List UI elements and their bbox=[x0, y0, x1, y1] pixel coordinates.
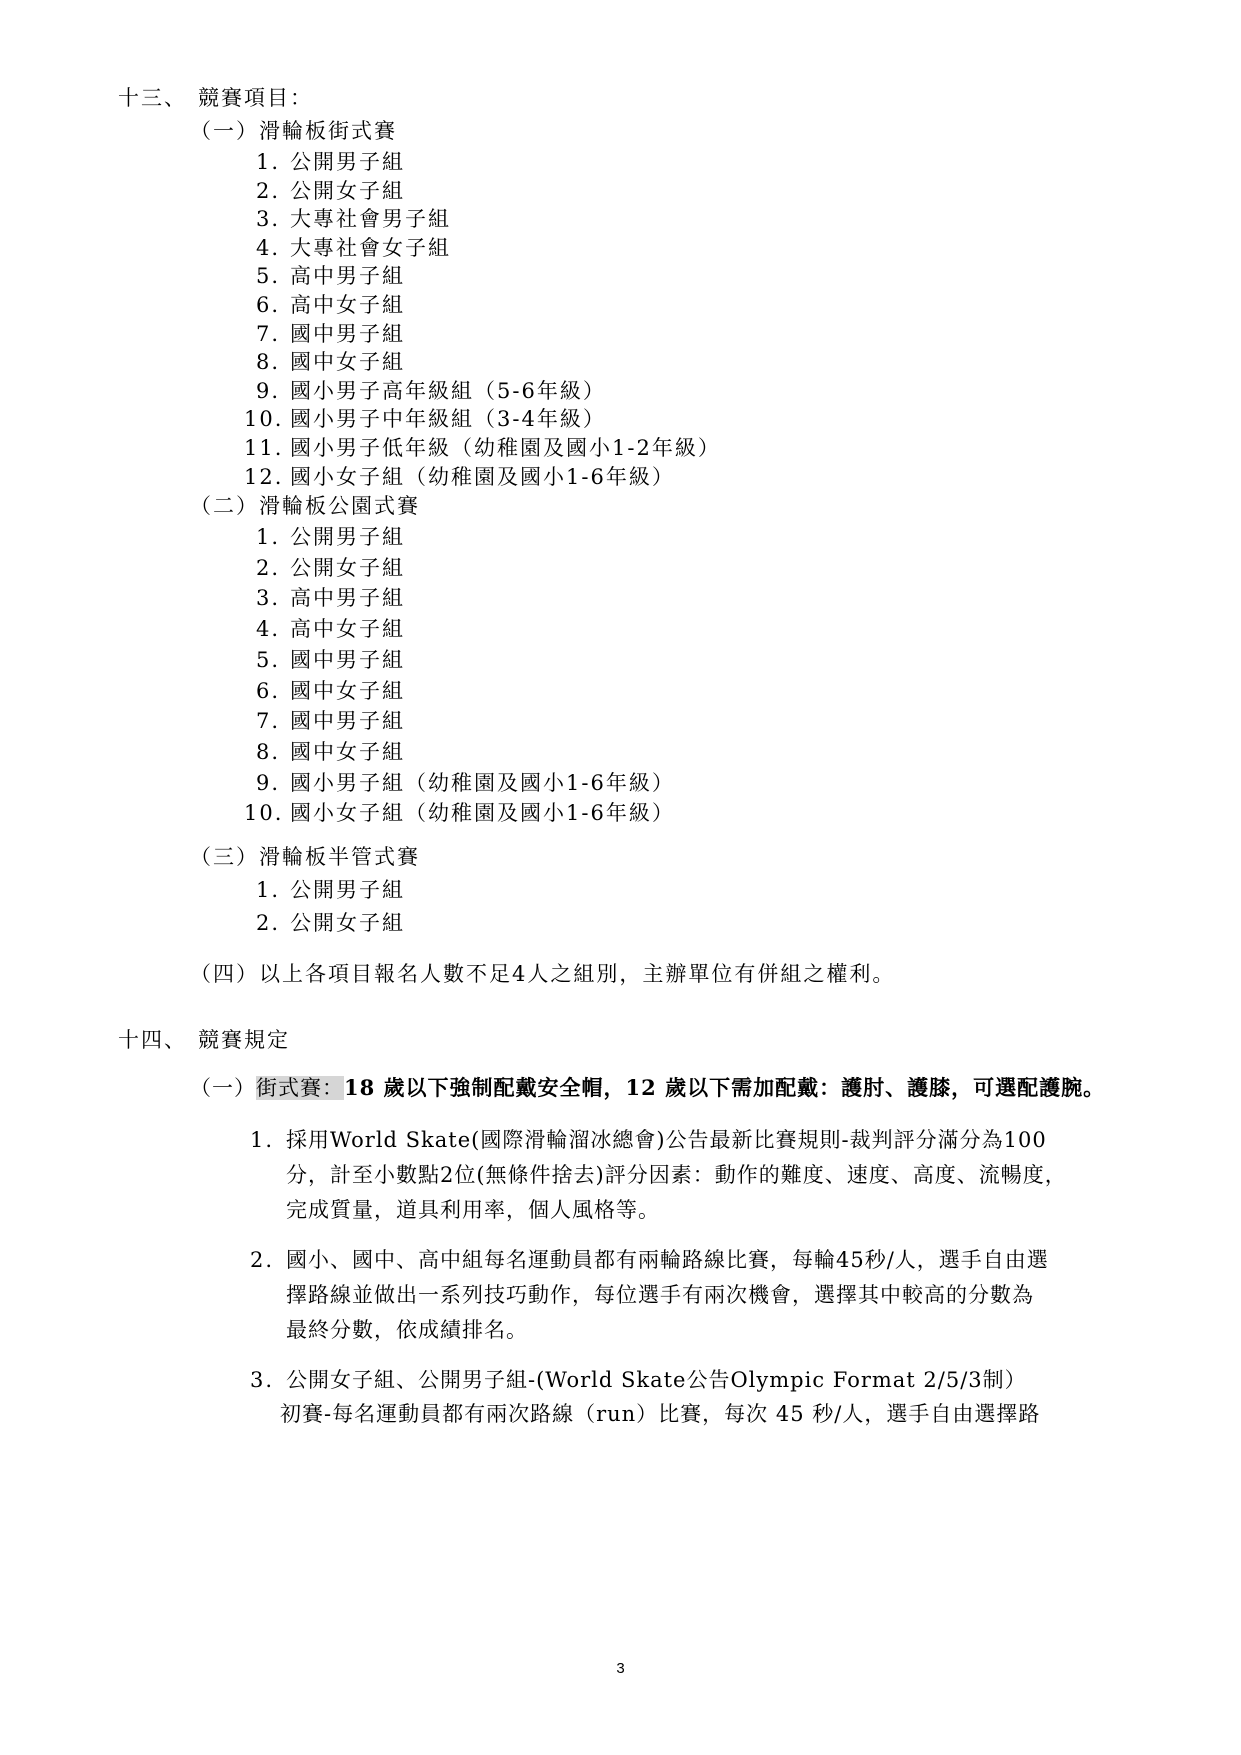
list-item-number: 10. bbox=[244, 801, 284, 826]
street-category-item-11 bbox=[244, 434, 721, 462]
park-category-item-6 bbox=[244, 677, 405, 705]
list-item-number: 1. bbox=[255, 150, 280, 174]
list-item-number: 5. bbox=[255, 647, 280, 672]
street-category-item-10 bbox=[244, 405, 606, 433]
list-item-label: 高中男子組 bbox=[290, 586, 405, 611]
subsection-park-title: （二）滑輪板公園式賽 bbox=[190, 494, 420, 518]
rule-1-line-1: 採用World Skate(國際滑輪溜冰總會)公告最新比賽規則-裁判評分滿分為100 bbox=[286, 1128, 1047, 1152]
list-item-number: 3. bbox=[255, 586, 280, 611]
list-item-number: 6. bbox=[255, 293, 280, 317]
halfpipe-category-item-2 bbox=[244, 909, 405, 937]
list-item-label: 國中男子組 bbox=[290, 647, 405, 672]
rule-3-line-1: 公開女子組、公開男子組-(World Skate公告Olympic Format 2/5/3制） bbox=[286, 1368, 1027, 1392]
list-item-number: 2. bbox=[255, 178, 280, 203]
list-item-label: 高中女子組 bbox=[290, 617, 405, 642]
list-item-number: 1. bbox=[255, 878, 280, 902]
park-category-item-8 bbox=[244, 738, 405, 766]
list-item-label: 公開男子組 bbox=[290, 150, 405, 174]
list-item-number: 11. bbox=[244, 436, 284, 460]
section-13-heading bbox=[118, 84, 313, 112]
list-item-label: 國小男子中年級組（3-4年級） bbox=[290, 407, 606, 432]
rule-1-number: 1. bbox=[250, 1128, 275, 1152]
list-item-label: 公開女子組 bbox=[290, 178, 405, 203]
rule-2-line-2: 擇路線並做出一系列技巧動作，每位選手有兩次機會，選擇其中較高的分數為 bbox=[286, 1283, 1034, 1307]
list-item-label: 國中男子組 bbox=[290, 321, 405, 346]
street-category-item-4 bbox=[244, 234, 451, 262]
halfpipe-category-item-1 bbox=[244, 876, 405, 904]
rule-3-number: 3. bbox=[250, 1368, 275, 1392]
street-category-item-8 bbox=[244, 348, 405, 376]
street-category-item-9 bbox=[244, 377, 606, 405]
list-item-number: 9. bbox=[255, 770, 280, 795]
list-item-number: 3. bbox=[255, 207, 280, 232]
list-item-number: 4. bbox=[255, 617, 280, 642]
list-item-number: 6. bbox=[255, 678, 280, 703]
rule-2-number: 2. bbox=[250, 1248, 275, 1272]
section-13-title: 競賽項目： bbox=[198, 86, 313, 110]
list-item-label: 公開男子組 bbox=[290, 525, 405, 549]
list-item-number: 2. bbox=[255, 911, 280, 935]
safety-rule-prefix: （一） bbox=[190, 1076, 256, 1100]
list-item-number: 10. bbox=[244, 407, 284, 432]
list-item-number: 1. bbox=[255, 525, 280, 549]
street-category-item-7 bbox=[244, 320, 405, 348]
safety-rule-text: 18 歲以下強制配戴安全帽，12 歲以下需加配戴：護肘、護膝，可選配護腕。 bbox=[344, 1075, 1106, 1100]
list-item-number: 9. bbox=[255, 378, 280, 403]
list-item-label: 公開男子組 bbox=[290, 878, 405, 902]
rule-3-line-2: 初賽-每名運動員都有兩次路線（run）比賽，每次 45 秒/人，選手自由選擇路 bbox=[280, 1402, 1041, 1426]
park-category-item-10 bbox=[244, 799, 675, 827]
street-category-item-5 bbox=[244, 262, 405, 290]
list-item-number: 7. bbox=[255, 709, 280, 734]
list-item-label: 國小女子組（幼稚園及國小1-6年級） bbox=[290, 464, 675, 489]
section-14-number: 十四、 bbox=[118, 1028, 187, 1052]
park-category-item-7 bbox=[244, 707, 405, 735]
rule-1-line-2: 分，計至小數點2位(無條件捨去)評分因素：動作的難度、速度、高度、流暢度， bbox=[286, 1163, 1067, 1187]
street-category-item-1 bbox=[244, 148, 405, 176]
rule-2-line-1: 國小、國中、高中組每名運動員都有兩輪路線比賽，每輪45秒/人，選手自由選 bbox=[286, 1248, 1049, 1272]
list-item-label: 公開女子組 bbox=[290, 911, 405, 935]
list-item-number: 12. bbox=[244, 464, 284, 489]
section-14-heading bbox=[118, 1026, 290, 1054]
rule-2-line-3: 最終分數，依成績排名。 bbox=[286, 1318, 528, 1342]
street-category-item-12 bbox=[244, 463, 675, 491]
park-category-item-9 bbox=[244, 769, 675, 797]
list-item-label: 公開女子組 bbox=[290, 555, 405, 580]
section-14-title: 競賽規定 bbox=[198, 1028, 290, 1052]
list-item-label: 國中女子組 bbox=[290, 350, 405, 375]
street-category-item-6 bbox=[244, 291, 405, 319]
subsection-street-title: （一）滑輪板街式賽 bbox=[190, 119, 397, 143]
park-category-item-2 bbox=[244, 554, 405, 582]
list-item-number: 8. bbox=[255, 739, 280, 764]
subsection-halfpipe-title: （三）滑輪板半管式賽 bbox=[190, 845, 420, 869]
subsection-merge-note: （四）以上各項目報名人數不足4人之組別，主辦單位有併組之權利。 bbox=[190, 962, 896, 986]
safety-rule-highlight: 街式賽： bbox=[256, 1076, 344, 1100]
list-item-label: 國小男子高年級組（5-6年級） bbox=[290, 378, 606, 403]
list-item-number: 4. bbox=[255, 235, 280, 260]
park-category-item-4 bbox=[244, 615, 405, 643]
list-item-label: 大專社會女子組 bbox=[290, 235, 451, 260]
list-item-label: 國小女子組（幼稚園及國小1-6年級） bbox=[290, 801, 675, 826]
park-category-item-1 bbox=[244, 523, 405, 551]
list-item-number: 5. bbox=[255, 264, 280, 289]
list-item-label: 國中女子組 bbox=[290, 739, 405, 764]
rule-1-line-3: 完成質量，道具利用率，個人風格等。 bbox=[286, 1198, 660, 1222]
street-category-item-2 bbox=[244, 177, 405, 205]
list-item-label: 國中男子組 bbox=[290, 709, 405, 734]
list-item-label: 大專社會男子組 bbox=[290, 207, 451, 232]
list-item-label: 高中男子組 bbox=[290, 264, 405, 289]
section-13-number: 十三、 bbox=[118, 86, 187, 110]
list-item-number: 7. bbox=[255, 321, 280, 346]
list-item-label: 高中女子組 bbox=[290, 293, 405, 317]
safety-rule bbox=[190, 1074, 1105, 1102]
list-item-number: 8. bbox=[255, 350, 280, 375]
list-item-label: 國小男子組（幼稚園及國小1-6年級） bbox=[290, 770, 675, 795]
list-item-label: 國中女子組 bbox=[290, 678, 405, 703]
park-category-item-5 bbox=[244, 646, 405, 674]
page-number: 3 bbox=[616, 1660, 625, 1677]
list-item-label: 國小男子低年級（幼稚園及國小1-2年級） bbox=[290, 436, 721, 460]
list-item-number: 2. bbox=[255, 555, 280, 580]
park-category-item-3 bbox=[244, 584, 405, 612]
street-category-item-3 bbox=[244, 205, 451, 233]
